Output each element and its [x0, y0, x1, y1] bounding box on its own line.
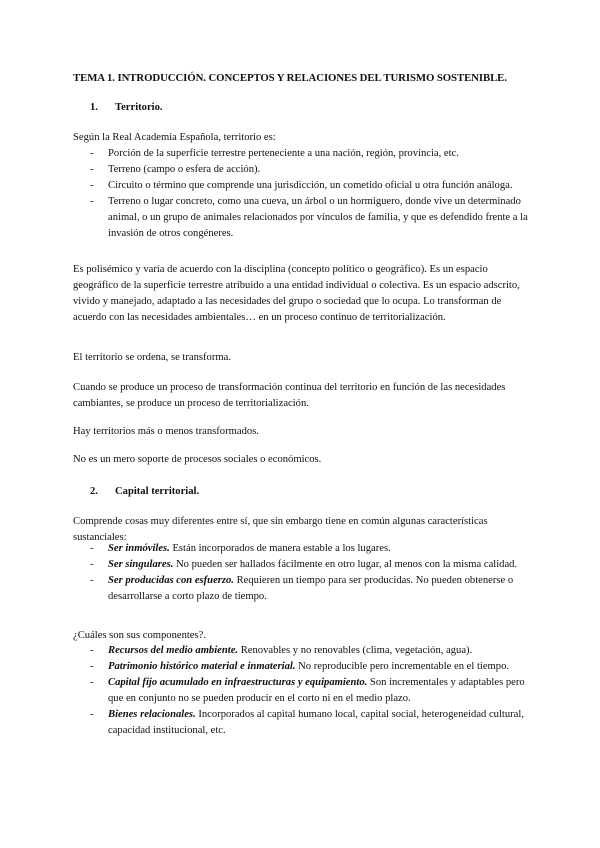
paragraph-componentes: ¿Cuáles son sus componentes?.	[73, 630, 206, 641]
term-label: Bienes relacionales.	[108, 709, 196, 720]
term-label: Ser singulares.	[108, 559, 174, 570]
characteristics-list	[73, 541, 528, 605]
term-text: Son incrementales y adaptables pero que en conjunto no se pueden producir en el corto ni en el medio plazo.	[108, 677, 525, 704]
list-item	[73, 643, 528, 659]
list-item: - Terreno (campo o esfera de acción).	[73, 162, 528, 178]
paragraph-comprende: Comprende cosas muy diferentes entre sí, que sin embargo tiene en común algunas características sustanciales:	[73, 516, 488, 543]
term-text: Renovables y no renovables (clima, vegetación, agua).	[238, 645, 473, 656]
term-label: Recursos del medio ambiente.	[108, 645, 239, 656]
section-number: 2.	[90, 486, 98, 497]
paragraph-ordena: El territorio se ordena, se transforma.	[73, 352, 231, 363]
intro-paragraph: Según la Real Academia Española, territorio es:	[73, 132, 276, 143]
term-label: Ser inmóviles.	[108, 543, 170, 554]
section-number: 1.	[90, 102, 98, 113]
list-item	[73, 541, 528, 557]
list-item: - Terreno o lugar concreto, como una cueva, un árbol o un hormiguero, donde vive un determinado animal, o un grupo de animales relacionados por vínculos de familia, y que es defendido frente a la invasión de otros congéneres.	[73, 194, 528, 242]
list-item	[73, 557, 528, 573]
paragraph-hay: Hay territorios más o menos transformados.	[73, 426, 259, 437]
section-heading-capital	[90, 484, 199, 500]
list-item	[73, 659, 528, 675]
paragraph-noes: No es un mero soporte de procesos sociales o económicos.	[73, 454, 322, 465]
paragraph-cuando: Cuando se produce un proceso de transformación continua del territorio en función de las necesidades cambiantes, se produce un proceso de territorialización.	[73, 382, 506, 409]
term-text: No reproducible pero incrementable en el tiempo.	[295, 661, 510, 672]
term-text: No pueden ser hallados fácilmente en otro lugar, al menos con la misma calidad.	[173, 559, 518, 570]
term-text: Requieren un tiempo para ser producidas. No pueden obtenerse o desarrollarse a corto plazo de tiempo.	[108, 575, 514, 602]
list-item	[73, 573, 528, 605]
term-text: Están incorporados de manera estable a los lugares.	[169, 543, 391, 554]
section-title: Territorio.	[115, 102, 163, 113]
list-item	[73, 675, 528, 707]
definitions-list	[73, 146, 528, 242]
section-heading-territorio	[90, 100, 163, 116]
components-list	[73, 643, 528, 739]
list-item	[73, 707, 528, 739]
section-title: Capital territorial.	[115, 486, 200, 497]
term-label: Patrimonio histórico material e inmaterial.	[108, 661, 296, 672]
term-text: Incorporados al capital humano local, capital social, heterogeneidad cultural, capacidad institucional, etc.	[108, 709, 524, 736]
term-label: Capital fijo acumulado en infraestructuras y equipamiento.	[108, 677, 368, 688]
term-label: Ser producidas con esfuerzo.	[108, 575, 234, 586]
list-item: - Porción de la superficie terrestre perteneciente a una nación, región, provincia, etc.	[73, 146, 528, 162]
list-item: - Circuito o término que comprende una jurisdicción, un cometido oficial u otra función análoga.	[73, 178, 528, 194]
document-title: TEMA 1. INTRODUCCIÓN. CONCEPTOS Y RELACIONES DEL TURISMO SOSTENIBLE.	[73, 72, 507, 84]
paragraph-polisemico: Es polisémico y varía de acuerdo con la disciplina (concepto político o geográfico). Es un espacio geográfico de la superficie terrestre atribuido a una entidad individual o colectiva. Es un espacio adscrito, vivido y manejado, adaptado a las necesidades del grupo o sociedad que lo ocupa. Lo transforman de acuerdo con las necesidades ambientales… en un proceso continuo de territorialización.	[73, 264, 520, 323]
